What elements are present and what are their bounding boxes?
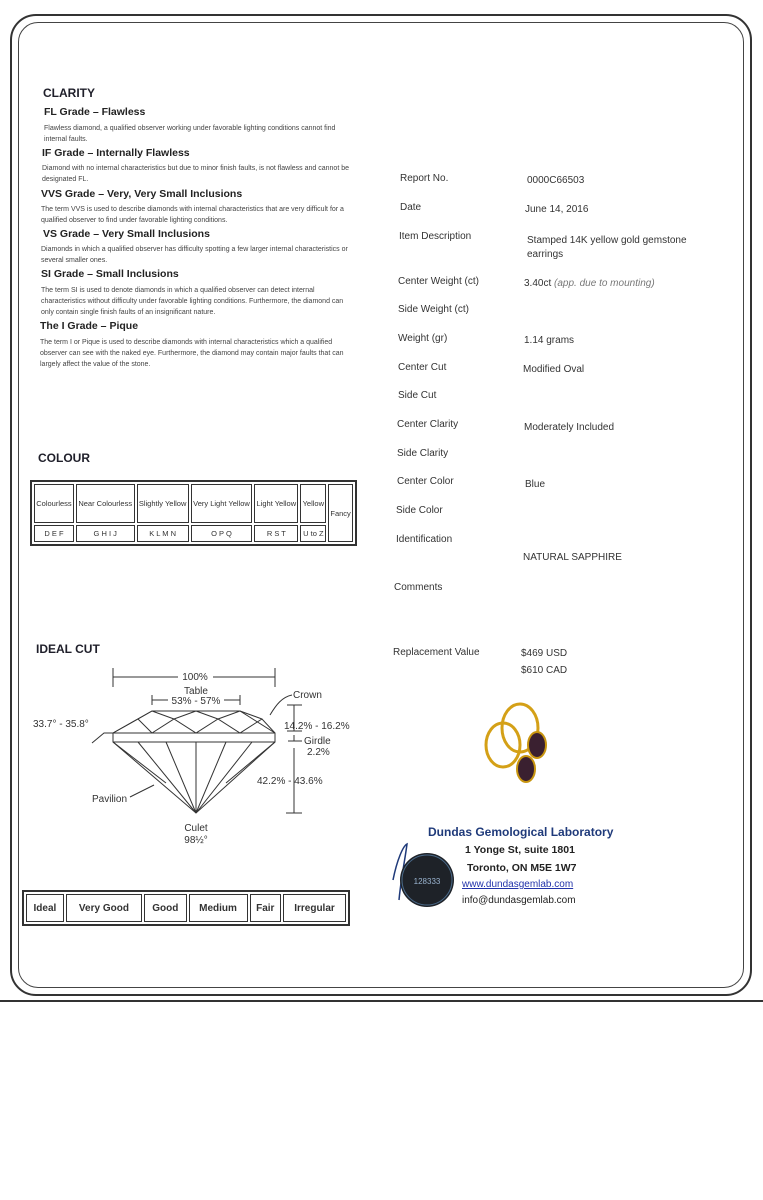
diagram-culet-value: 98½° (184, 835, 208, 846)
colour-grades-opq: O P Q (191, 525, 253, 542)
side-color-label: Side Color (396, 505, 443, 516)
report-no-value: 0000C66503 (527, 175, 585, 186)
colour-title: COLOUR (38, 451, 90, 465)
diagram-pavilion-depth: 42.2% - 43.6% (257, 776, 323, 787)
colour-col-light-yellow: Light Yellow (254, 484, 298, 523)
clarity-desc-vvs: The term VVS is used to describe diamonds with internal characteristics that are very difficult for a qualified observer to find under favorable lighting conditions. (41, 206, 344, 224)
replacement-usd: $469 USD (521, 648, 568, 659)
clarity-grade-i: The I Grade – Pique (40, 320, 139, 332)
cut-scale-table (22, 890, 350, 926)
colour-grades-rst: R S T (254, 525, 298, 542)
diagram-girdle-value: 2.2% (307, 747, 330, 758)
colour-grades-ghij: G H I J (76, 525, 135, 542)
center-clarity-label: Center Clarity (397, 419, 459, 430)
replacement-value-label: Replacement Value (393, 647, 480, 658)
item-description-value: Stamped 14K yellow gold gemstone earrings (527, 235, 687, 260)
clarity-grade-vs: VS Grade – Very Small Inclusions (43, 228, 210, 240)
center-cut-value: Modified Oval (523, 364, 585, 375)
cut-scale-fair: Fair (250, 894, 282, 922)
diagram-table-label: Table (184, 686, 208, 697)
comments-label: Comments (394, 582, 443, 593)
clarity-desc-si: The term SI is used to denote diamonds in which a qualified observer can detect internal characteristics without difficulty under favorable lighting conditions. Furthermore, the diamond can only contain single finish faults of an insignificant nature. (41, 287, 344, 316)
report-no-label: Report No. (400, 173, 449, 184)
colour-col-yellow: Yellow (300, 484, 326, 523)
clarity-grade-si: SI Grade – Small Inclusions (41, 268, 179, 280)
lab-email: info@dundasgemlab.com (462, 895, 576, 906)
cut-scale-ideal: Ideal (26, 894, 64, 922)
lab-address-line1: 1 Yonge St, suite 1801 (465, 844, 575, 856)
colour-grades-klmn: K L M N (137, 525, 189, 542)
cut-scale-irregular: Irregular (283, 894, 346, 922)
diagram-crown-label: Crown (293, 690, 322, 701)
clarity-grade-if: IF Grade – Internally Flawless (42, 147, 190, 159)
weight-label: Weight (gr) (398, 333, 448, 344)
center-weight-label: Center Weight (ct) (398, 276, 479, 287)
colour-grades-def: D E F (34, 525, 74, 542)
bottom-rule (0, 1000, 763, 1002)
identification-value: NATURAL SAPPHIRE (523, 552, 622, 563)
diagram-culet-label: Culet (184, 823, 208, 834)
cut-scale-good: Good (144, 894, 186, 922)
colour-col-colourless: Colourless (34, 484, 74, 523)
date-label: Date (400, 202, 422, 213)
earrings-photo (475, 700, 575, 795)
clarity-desc-if: Diamond with no internal characteristics but due to minor finish faults, is not flawless and cannot be designated FL. (42, 165, 349, 183)
side-cut-label: Side Cut (398, 390, 437, 401)
ideal-cut-title: IDEAL CUT (36, 642, 100, 656)
lab-seal (385, 840, 465, 920)
colour-grades-utoz: U to Z (300, 525, 326, 542)
lab-address-line2: Toronto, ON M5E 1W7 (467, 862, 577, 874)
colour-col-slightly-yellow: Slightly Yellow (137, 484, 189, 523)
clarity-desc-fl: Flawless diamond, a qualified observer working under favorable lighting conditions cannot find internal faults. (44, 125, 336, 143)
date-value: June 14, 2016 (525, 204, 589, 215)
center-weight-row (524, 278, 655, 289)
colour-col-very-light-yellow: Very Light Yellow (191, 484, 253, 523)
lab-website-link[interactable]: www.dundasgemlab.com (462, 879, 574, 890)
diagram-girdle-label: Girdle (304, 736, 331, 747)
center-weight-note: (app. due to mounting) (554, 278, 655, 289)
diagram-crown-angle: 33.7° - 35.8° (33, 719, 89, 730)
diagram-table-range: 53% - 57% (171, 696, 221, 707)
diagram-pavilion-label: Pavilion (92, 794, 128, 805)
clarity-desc-vs: Diamonds in which a qualified observer has difficulty spotting a few larger internal characteristics or several smaller ones. (41, 246, 348, 264)
item-description-label: Item Description (399, 231, 472, 242)
diagram-crown-height: 14.2% - 16.2% (284, 721, 350, 732)
center-weight-value: 3.40ct (524, 278, 552, 289)
replacement-cad: $610 CAD (521, 665, 568, 676)
colour-col-fancy: Fancy (328, 484, 353, 542)
side-weight-label: Side Weight (ct) (398, 304, 469, 315)
clarity-grade-fl: FL Grade – Flawless (44, 106, 146, 118)
clarity-title: CLARITY (43, 86, 95, 100)
colour-col-near-colourless: Near Colourless (76, 484, 135, 523)
center-clarity-value: Moderately Included (524, 422, 615, 433)
lab-name: Dundas Gemological Laboratory (428, 825, 614, 839)
colour-table (30, 480, 357, 546)
cut-scale-medium: Medium (189, 894, 248, 922)
diagram-width-label: 100% (182, 672, 208, 683)
center-color-value: Blue (525, 479, 546, 490)
ideal-cut-diagram (30, 665, 350, 850)
clarity-grade-vvs: VVS Grade – Very, Very Small Inclusions (41, 188, 243, 200)
side-clarity-label: Side Clarity (397, 448, 449, 459)
seal-number: 128333 (413, 877, 441, 886)
center-cut-label: Center Cut (398, 362, 447, 373)
center-color-label: Center Color (397, 476, 454, 487)
weight-value: 1.14 grams (524, 335, 575, 346)
cut-scale-very-good: Very Good (66, 894, 142, 922)
identification-label: Identification (396, 534, 453, 545)
clarity-desc-i: The term I or Pique is used to describe diamonds with internal characteristics which a qualified observer can see with the naked eye. Furthermore, the diamond may contain major faults that can largely affect the value of the stone. (40, 339, 344, 368)
